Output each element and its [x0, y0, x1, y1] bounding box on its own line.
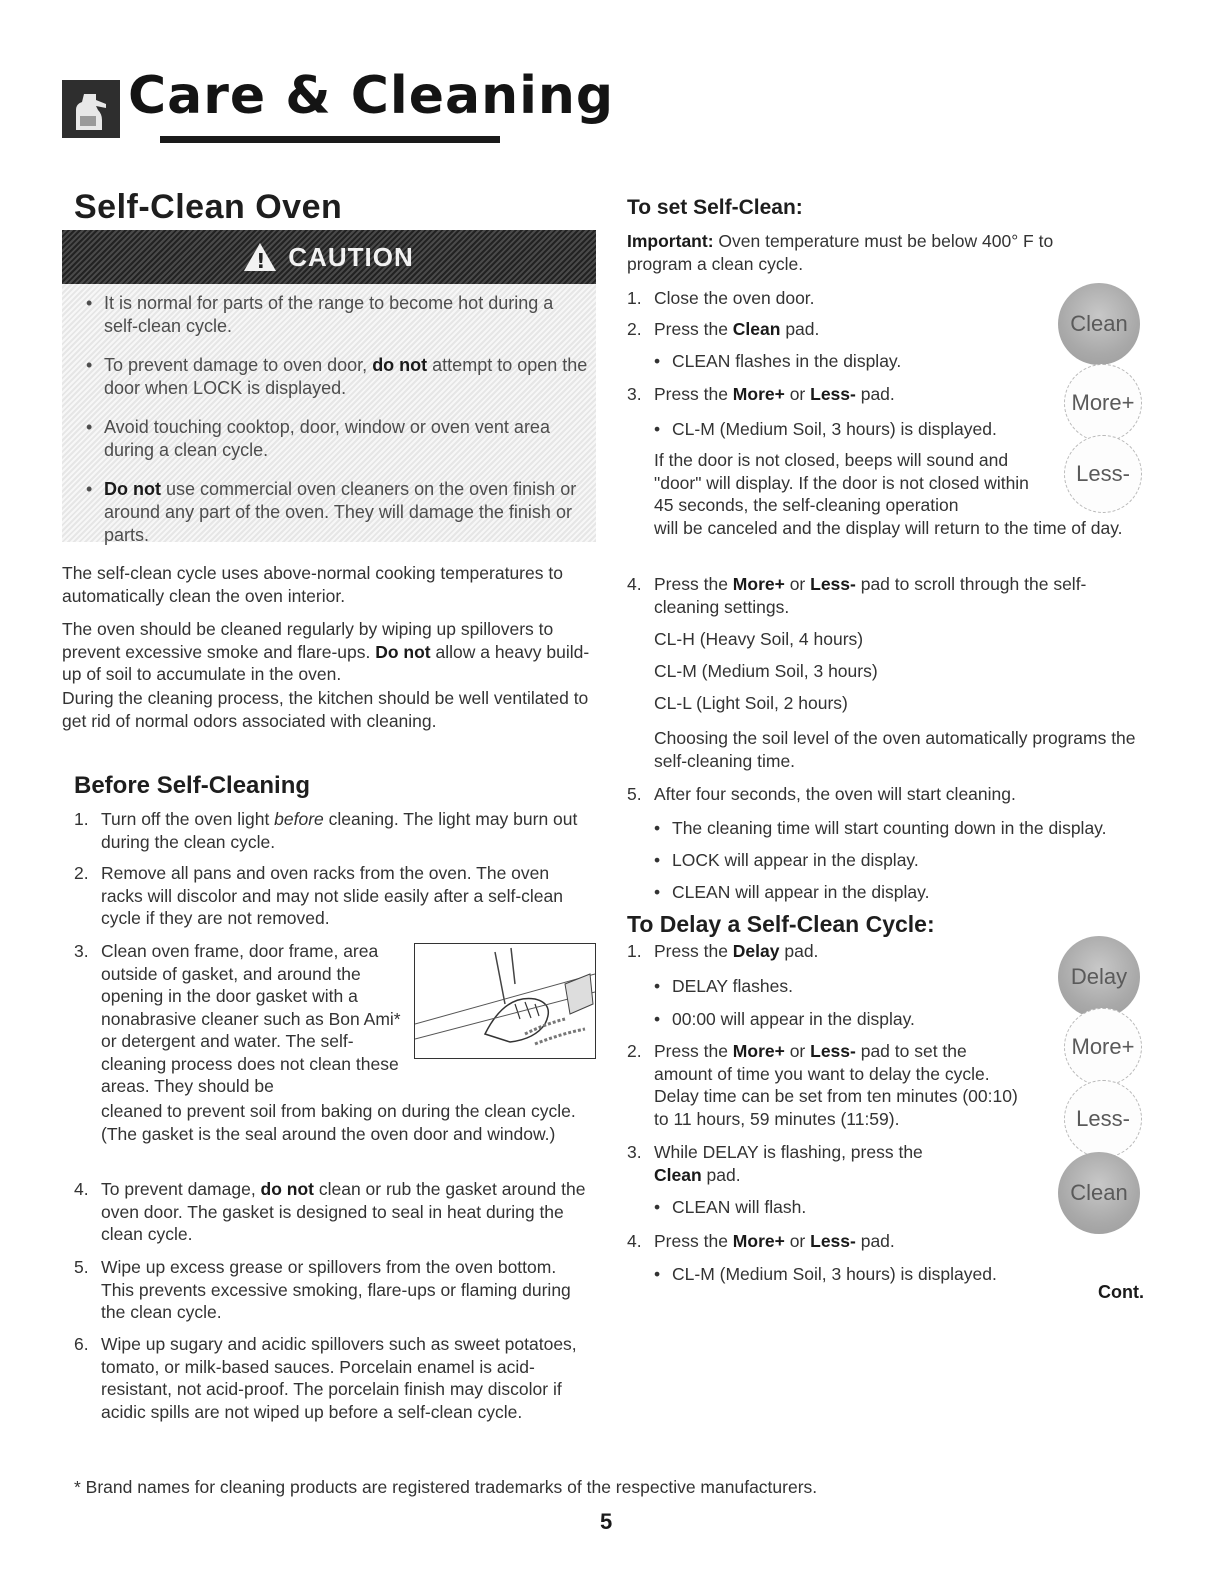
page-number: 5: [600, 1509, 613, 1534]
set-step-5: After four seconds, the oven will start cleaning.: [654, 784, 1016, 804]
more-pad: More+: [1064, 364, 1142, 442]
set-step-4: Press the More+ or Less- pad to scroll through the self-cleaning settings.: [654, 574, 1087, 617]
before-step-4: To prevent damage, do not clean or rub the gasket around the oven door. The gasket is designed to seal in heat during the clean cycle.: [101, 1179, 586, 1244]
step-number: 2.: [627, 1041, 642, 1061]
step-number: 4.: [74, 1179, 89, 1199]
caution-item: • Avoid touching cooktop, door, window or oven vent area during a clean cycle.: [80, 416, 588, 462]
before-step-3b: cleaned to prevent soil from baking on during the clean cycle. (The gasket is the seal around the oven door and window.): [101, 1101, 576, 1144]
header-title: Care & Cleaning: [128, 66, 615, 126]
step-number: 4.: [627, 574, 642, 594]
delay-step-2: Press the More+ or Less- pad to set the amount of time you want to delay the cycle. Delay time can be set from ten minutes (00:10) to 11 hours, 59 minutes (11:59).: [654, 1041, 1018, 1129]
delay-step-1: Press the Delay pad.: [654, 941, 819, 961]
delay-step-3: While DELAY is flashing, press the Clean pad.: [654, 1142, 923, 1185]
delay-step-1-bullet: • DELAY flashes.: [654, 975, 793, 998]
step-number: 5.: [74, 1257, 89, 1277]
step-number: 1.: [627, 288, 642, 308]
set-step-3: Press the More+ or Less- pad.: [654, 384, 895, 404]
caution-item: • To prevent damage to oven door, do not attempt to open the door when LOCK is displayed.: [80, 354, 588, 400]
soil-level: CL-L (Light Soil, 2 hours): [654, 693, 848, 713]
delay-step-1-bullet: • 00:00 will appear in the display.: [654, 1008, 915, 1031]
before-step-3a: Clean oven frame, door frame, area outside of gasket, and around the opening in the door gasket with a nonabrasive cleaner such as Bon Ami* or detergent and water. The self-cleaning process does not clean these areas. They should be: [101, 941, 401, 1096]
set-step-1: Close the oven door.: [654, 288, 815, 308]
set-step-3-bullet: • CL-M (Medium Soil, 3 hours) is displayed.: [654, 418, 997, 441]
less-pad: Less-: [1064, 435, 1142, 513]
continued-label: Cont.: [1098, 1282, 1144, 1302]
step-number: 3.: [74, 941, 89, 961]
step-number: 4.: [627, 1231, 642, 1251]
set-step-3-note: If the door is not closed, beeps will sound and "door" will display. If the door is not closed within 45 seconds, the self-cleaning operation: [654, 450, 1029, 515]
before-step-1: Turn off the oven light before cleaning. The light may burn out during the clean cycle.: [101, 809, 578, 852]
step-number: 3.: [627, 384, 642, 404]
set-step-2-bullet: • CLEAN flashes in the display.: [654, 350, 901, 373]
clean-pad: Clean: [1058, 1152, 1140, 1234]
set-step-5-bullet: • LOCK will appear in the display.: [654, 849, 919, 872]
intro-paragraph: The self-clean cycle uses above-normal cooking temperatures to automatically clean the oven interior.: [62, 563, 563, 606]
set-title: To set Self-Clean:: [627, 196, 803, 219]
set-step-2: Press the Clean pad.: [654, 319, 820, 339]
before-title: Before Self-Cleaning: [74, 772, 311, 799]
more-pad: More+: [1064, 1008, 1142, 1086]
footnote: * Brand names for cleaning products are registered trademarks of the respective manufacturers.: [74, 1477, 818, 1497]
section-title: Self-Clean Oven: [74, 188, 343, 226]
delay-step-4: Press the More+ or Less- pad.: [654, 1231, 895, 1251]
soil-level: CL-H (Heavy Soil, 4 hours): [654, 629, 864, 649]
clean-pad: Clean: [1058, 283, 1140, 365]
set-step-4-note: Choosing the soil level of the oven automatically programs the self-cleaning time.: [654, 728, 1136, 771]
caution-header: [62, 230, 596, 284]
step-number: 5.: [627, 784, 642, 804]
step-number: 1.: [74, 809, 89, 829]
step-number: 2.: [74, 863, 89, 883]
caution-list: [80, 292, 588, 563]
header-underline: [160, 136, 500, 143]
delay-title: To Delay a Self-Clean Cycle:: [627, 911, 935, 937]
set-step-3-note-cont: will be canceled and the display will return to the time of day.: [654, 518, 1123, 538]
delay-step-3-bullet: • CLEAN will flash.: [654, 1196, 806, 1219]
step-number: 3.: [627, 1142, 642, 1162]
step-number: 1.: [627, 941, 642, 961]
caution-item: • It is normal for parts of the range to become hot during a self-clean cycle.: [80, 292, 588, 338]
caution-item: • Do not use commercial oven cleaners on the oven finish or around any part of the oven. They will damage the finish or parts.: [80, 478, 588, 547]
step-number: 6.: [74, 1334, 89, 1354]
delay-step-4-bullet: • CL-M (Medium Soil, 3 hours) is displayed.: [654, 1263, 997, 1286]
less-pad: Less-: [1064, 1080, 1142, 1158]
before-step-5: Wipe up excess grease or spillovers from the oven bottom. This prevents excessive smoking, flare-ups or flaming during the clean cycle.: [101, 1257, 571, 1322]
set-step-5-bullet: • The cleaning time will start counting down in the display.: [654, 817, 1106, 840]
step-number: 2.: [627, 319, 642, 339]
gasket-cleaning-illustration: [414, 943, 596, 1059]
before-step-6: Wipe up sugary and acidic spillovers such as sweet potatoes, tomato, or milk-based sauces. Porcelain enamel is acid-resistant, not acid-proof. The porcelain finish may discolor if acidic spills are not wiped up before a self-clean cycle.: [101, 1334, 577, 1422]
soil-level: CL-M (Medium Soil, 3 hours): [654, 661, 878, 681]
intro-paragraph: During the cleaning process, the kitchen should be well ventilated to get rid of normal odors associated with cleaning.: [62, 688, 589, 731]
warning-triangle-icon: [244, 243, 276, 271]
intro-paragraph: The oven should be cleaned regularly by wiping up spillovers to prevent excessive smoke and flare-ups. Do not allow a heavy build-up of soil to accumulate in the oven.: [62, 619, 590, 684]
delay-pad: Delay: [1058, 936, 1140, 1018]
caution-label: CAUTION: [288, 241, 414, 272]
set-step-5-bullet: • CLEAN will appear in the display.: [654, 881, 929, 904]
spray-bottle-icon: [62, 80, 120, 138]
before-step-2: Remove all pans and oven racks from the oven. The oven racks will discolor and may not slide easily after a self-clean cycle if they are not removed.: [101, 863, 563, 928]
important-note: Important: Oven temperature must be below 400° F to program a clean cycle.: [627, 231, 1054, 274]
